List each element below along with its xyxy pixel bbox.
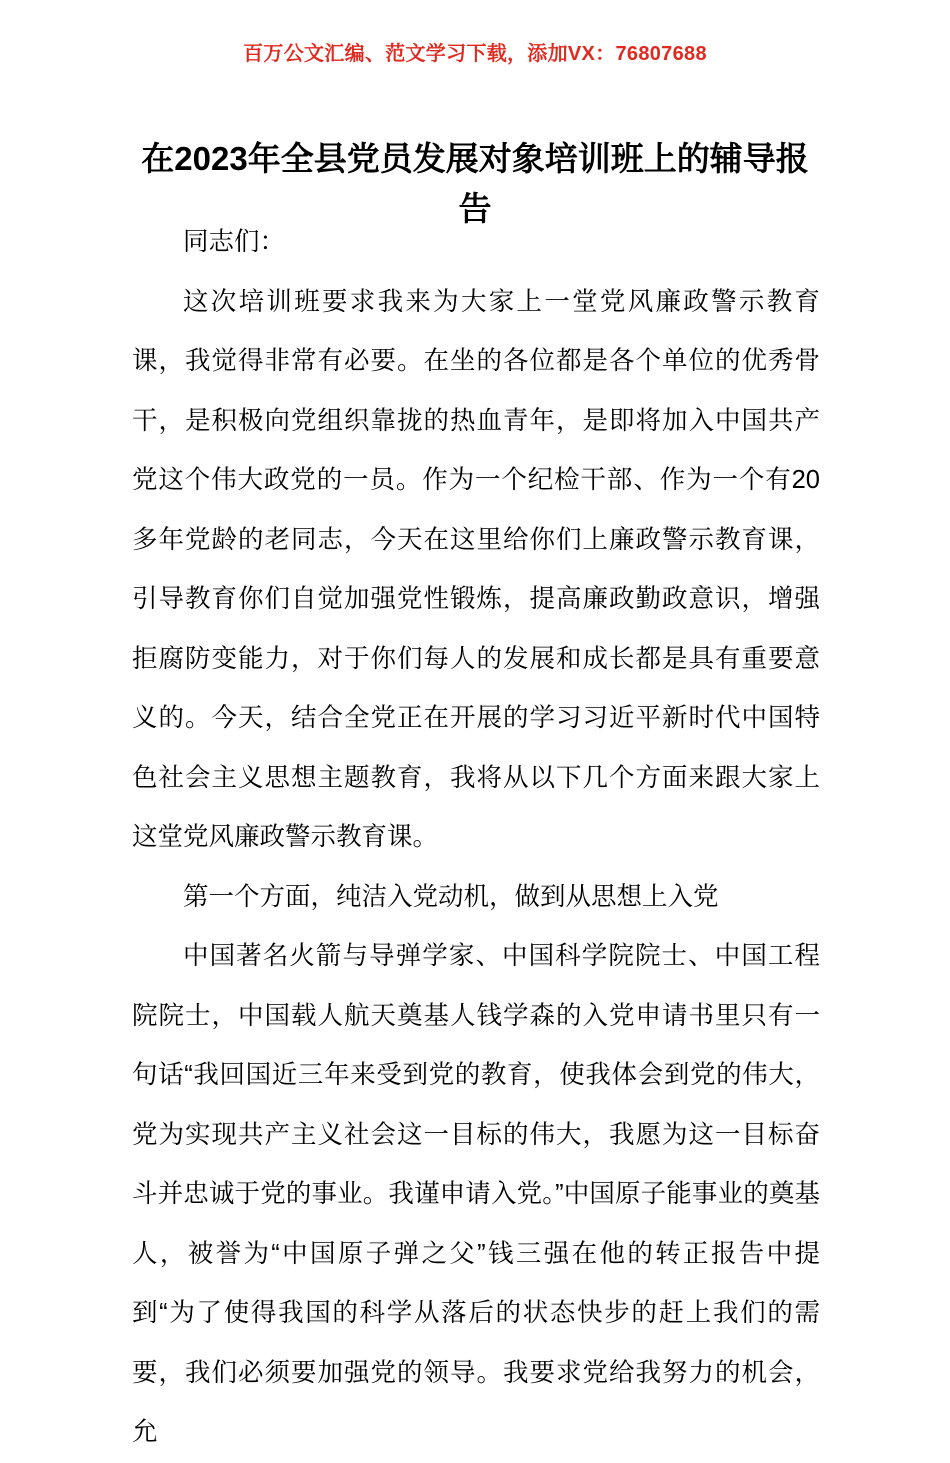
page-title: 在2023年全县党员发展对象培训班上的辅导报告 bbox=[141, 140, 809, 228]
promo-banner-text: 百万公文汇编、范文学习下载，添加VX：76807688 bbox=[243, 43, 707, 65]
promo-banner bbox=[0, 44, 950, 64]
paragraph-intro: 这次培训班要求我来为大家上一堂党风廉政警示教育课，我觉得非常有必要。在坐的各位都是各个单位的优秀骨干，是积极向党组织靠拢的热血青年，是即将加入中国共产党这个伟大政党的一员。作为一个纪检干部、作为一个有20多年党龄的老同志，今天在这里给你们上廉政警示教育课，引导教育你们自觉加强党性锻炼，提高廉政勤政意识，增强拒腐防变能力，对于你们每人的发展和成长都是具有重要意义的。今天，结合全党正在开展的学习习近平新时代中国特色社会主义思想主题教育，我将从以下几个方面来跟大家上这堂党风廉政警示教育课。 bbox=[132, 287, 820, 851]
paragraph-salutation: 同志们： bbox=[183, 228, 286, 256]
paragraph-section-one-body: 中国著名火箭与导弹学家、中国科学院院士、中国工程院院士，中国载人航天奠基人钱学森的入党申请书里只有一句话“我回国近三年来受到党的教育，使我体会到党的伟大，党为实现共产主义社会这一目标的伟大，我愿为这一目标奋斗并忠诚于党的事业。我谨申请入党。”中国原子能事业的奠基人，被誉为“中国原子弹之父”钱三强在他的转正报告中提到“为了使得我国的科学从落后的状态快步的赶上我们的需要，我们必须要加强党的领导。我要求党给我努力的机会，允 bbox=[132, 942, 820, 1446]
paragraph-section-one-heading: 第一个方面，纯洁入党动机，做到从思想上入党 bbox=[183, 882, 719, 911]
document-body bbox=[132, 213, 820, 1463]
